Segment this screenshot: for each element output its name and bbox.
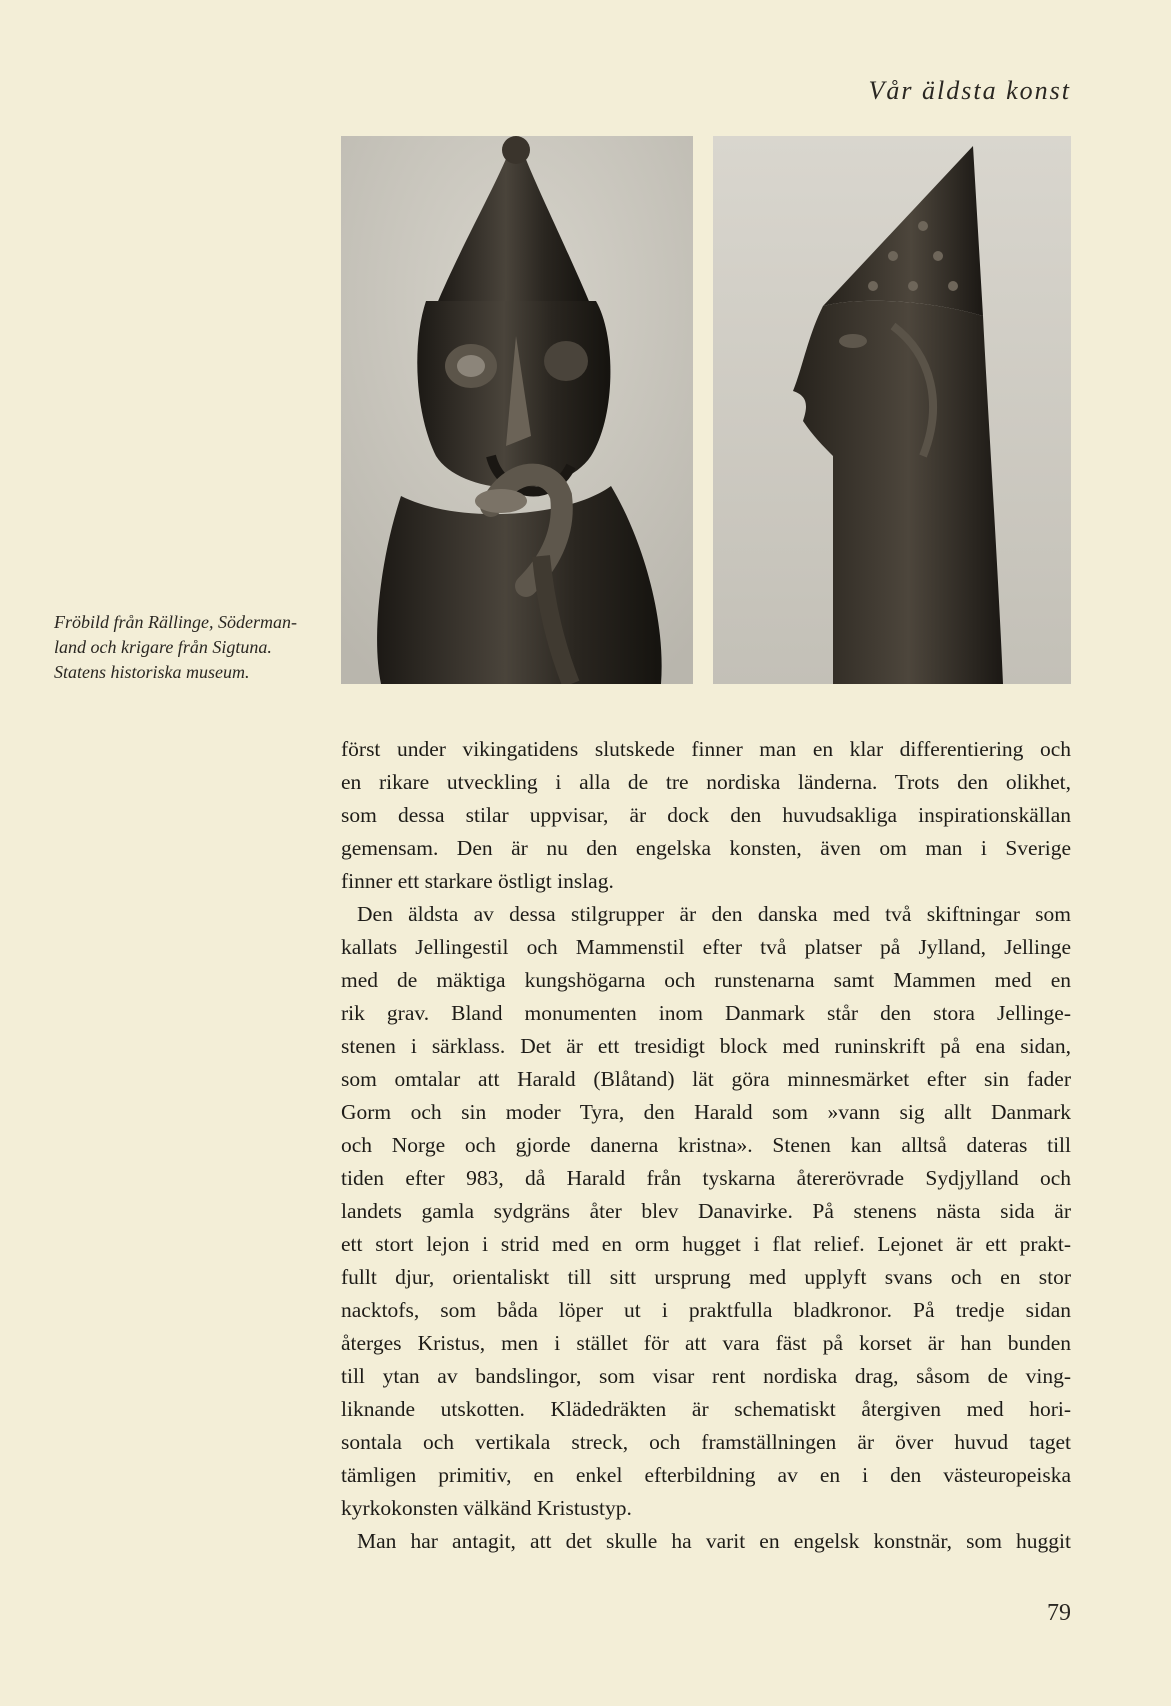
text-line: Den äldsta av dessa stilgrupper är den danska med två skiftningar som bbox=[357, 902, 1071, 926]
text-line: Gorm och sin moder Tyra, den Harald som »vann sig allt Danmark bbox=[341, 1100, 1071, 1124]
text-line: kallats Jellingestil och Mammenstil efter två platser på Jylland, Jellinge bbox=[341, 935, 1071, 959]
text-line: ett stort lejon i strid med en orm hugget i flat relief. Lejonet är ett prakt- bbox=[341, 1232, 1071, 1256]
text-line: som dessa stilar uppvisar, är dock den huvudsakliga inspirationskällan bbox=[341, 803, 1071, 827]
figure-caption bbox=[54, 610, 324, 685]
text-line: nacktofs, som båda löper ut i praktfulla bladkronor. På tredje sidan bbox=[341, 1298, 1071, 1322]
photo-krigare bbox=[713, 136, 1071, 684]
text-line: gemensam. Den är nu den engelska konsten, även om man i Sverige bbox=[341, 836, 1071, 860]
text-line: landets gamla sydgräns åter blev Danavirke. På stenens nästa sida är bbox=[341, 1199, 1071, 1223]
caption-line: Statens historiska museum. bbox=[54, 662, 250, 682]
text-line: tämligen primitiv, en enkel efterbildning av en i den västeuropeiska bbox=[341, 1463, 1071, 1487]
text-line: en rikare utveckling i alla de tre nordiska länderna. Trots den olikhet, bbox=[341, 770, 1071, 794]
text-line: och Norge och gjorde danerna kristna». Stenen kan alltså dateras till bbox=[341, 1133, 1071, 1157]
text-line: först under vikingatidens slutskede finner man en klar differentiering och bbox=[341, 737, 1071, 761]
text-line: tiden efter 983, då Harald från tyskarna återerövrade Sydjylland och bbox=[341, 1166, 1071, 1190]
running-title: Vår äldsta konst bbox=[868, 76, 1071, 105]
text-line: liknande utskotten. Klädedräkten är schematiskt återgiven med hori- bbox=[341, 1397, 1071, 1421]
text-line: till ytan av bandslingor, som visar rent nordiska drag, såsom de ving- bbox=[341, 1364, 1071, 1388]
text-line: som omtalar att Harald (Blåtand) lät göra minnesmärket efter sin fader bbox=[341, 1067, 1071, 1091]
text-line: återges Kristus, men i stället för att vara fäst på korset är han bunden bbox=[341, 1331, 1071, 1355]
text-line: stenen i särklass. Det är ett tresidigt block med runinskrift på ena sidan, bbox=[341, 1034, 1071, 1058]
krigare-figure-image bbox=[713, 136, 1071, 684]
body-text bbox=[341, 733, 1071, 1558]
page-number: 79 bbox=[1047, 1600, 1071, 1626]
caption-line: land och krigare från Sigtuna. bbox=[54, 637, 272, 657]
caption-line: Fröbild från Rällinge, Söderman- bbox=[54, 612, 297, 632]
text-line: med de mäktiga kungshögarna och runstenarna samt Mammen med en bbox=[341, 968, 1071, 992]
text-line: Man har antagit, att det skulle ha varit en engelsk konstnär, som huggit bbox=[357, 1529, 1071, 1553]
frobild-figure-image bbox=[341, 136, 693, 684]
text-line: kyrkokonsten välkänd Kristustyp. bbox=[341, 1496, 632, 1520]
text-line: sontala och vertikala streck, och framställningen är över huvud taget bbox=[341, 1430, 1071, 1454]
text-line: fullt djur, orientaliskt till sitt ursprung med upplyft svans och en stor bbox=[341, 1265, 1071, 1289]
text-line: rik grav. Bland monumenten inom Danmark står den stora Jellinge- bbox=[341, 1001, 1071, 1025]
photo-frobild bbox=[341, 136, 693, 684]
text-line: finner ett starkare östligt inslag. bbox=[341, 869, 614, 893]
